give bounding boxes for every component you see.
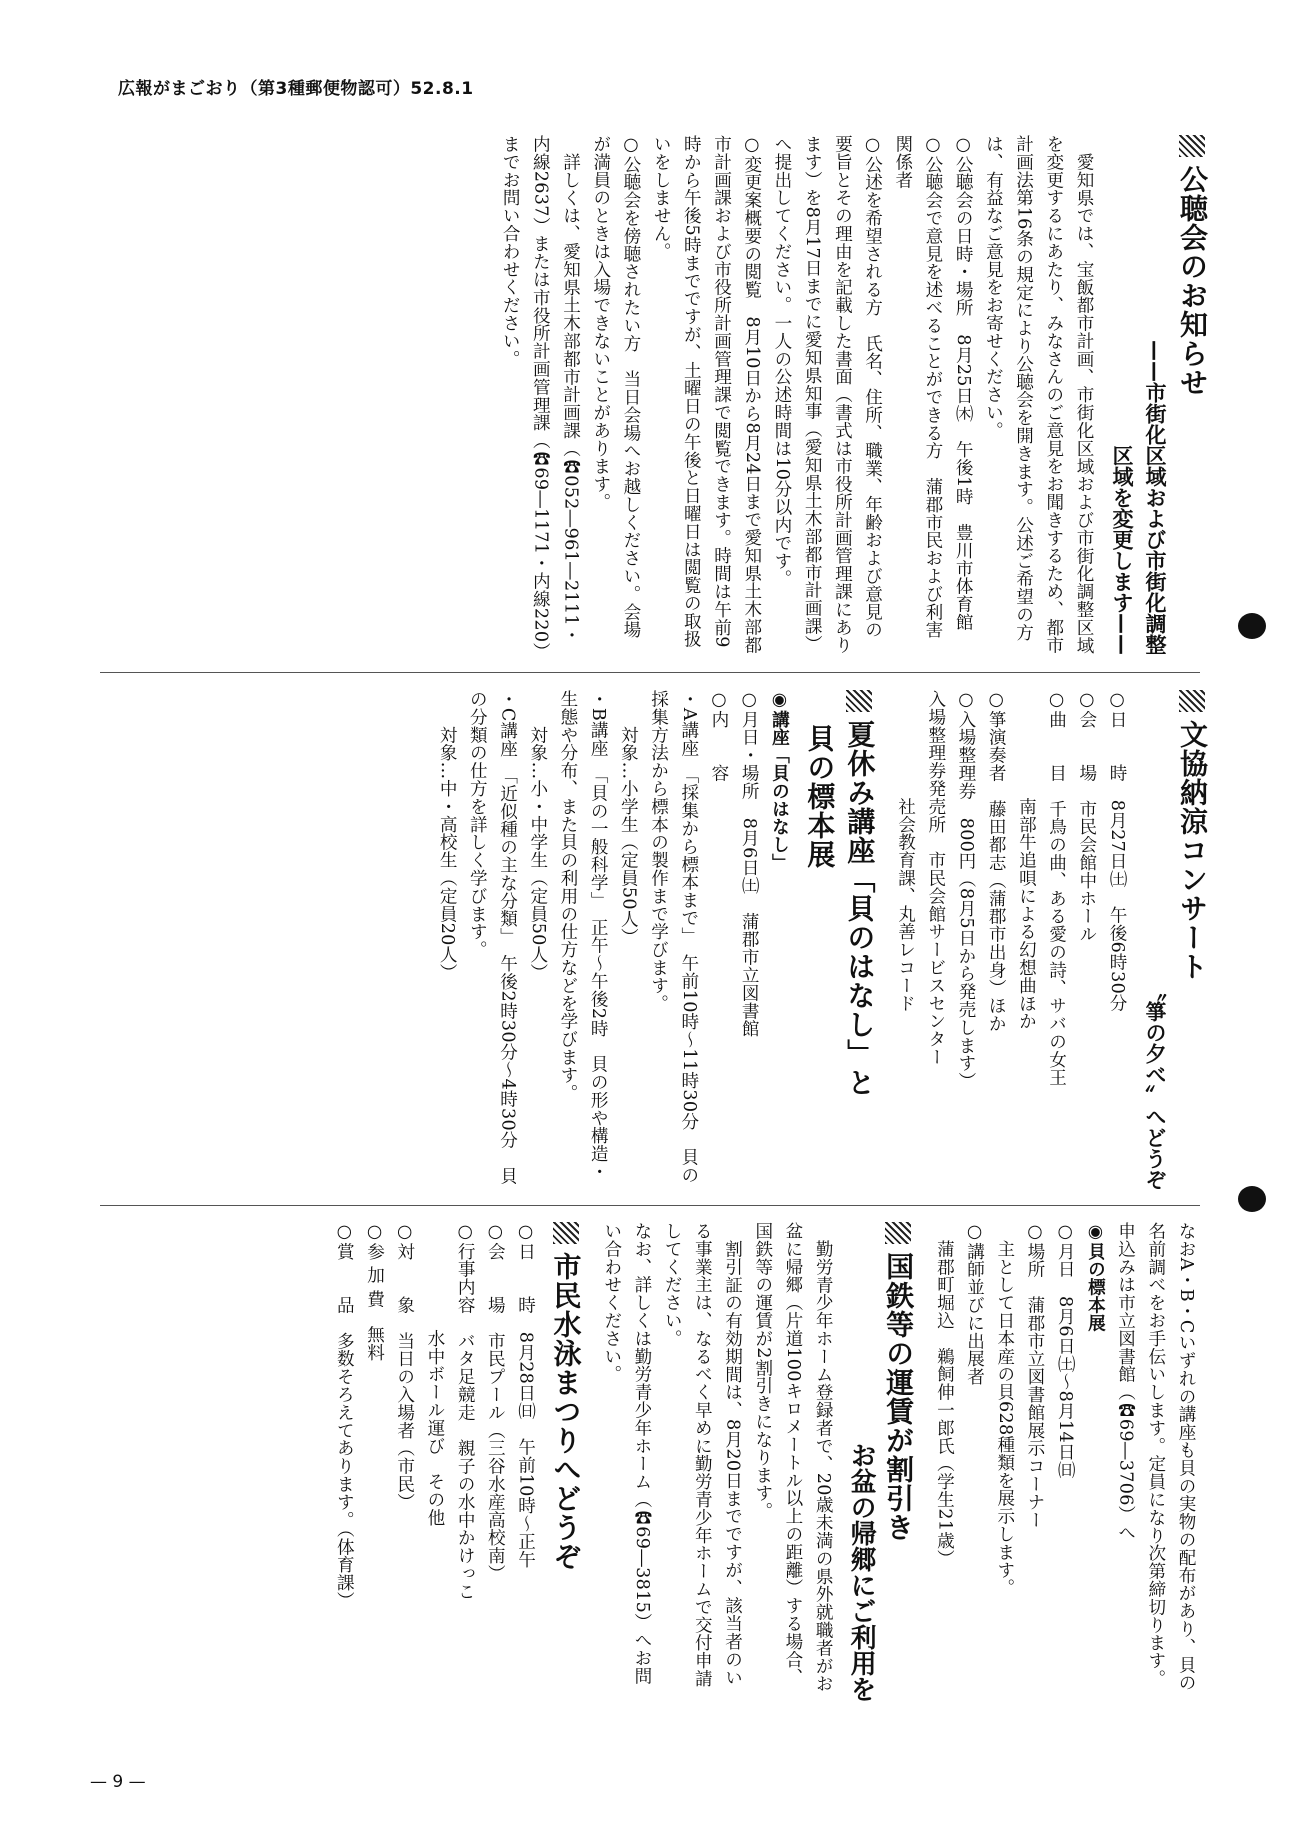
list-item: ○日 時 8月28日㈰ 午前10時～正午 bbox=[515, 1222, 536, 1569]
paragraph: なお、詳しくは勤労青少年ホーム（☎69―3815）へお問い合わせください。 bbox=[601, 1222, 652, 1685]
paragraph: ○公述を希望される方 氏名、住所、職業、年齢および意見の要旨とその理由を記載した書面（書式は市役所計画管理課にあります）を8月17日までに愛知県知事（愛知県土木部都市計画課）へ提出してください。一人の公述時間は10分以内です。 bbox=[771, 135, 883, 655]
paragraph: 詳しくは、愛知県土木部都市計画課（☎052―961―2111・内線2637）または市役所計画管理課（☎69―1171・内線220）までお問い合わせください。 bbox=[500, 135, 581, 652]
section-divider bbox=[100, 1205, 1200, 1206]
list-item: 社会教育課、丸善レコード bbox=[895, 690, 916, 1013]
list-item: ○場所 蒲郡市立図書館展示コーナー bbox=[1024, 1222, 1045, 1529]
paragraph: 割引証の有効期間は、8月20日までですが、該当者のいる事業主は、なるべく早めに勤労青少年ホームで交付申請してください。 bbox=[662, 1222, 743, 1688]
list-item: 蒲郡町堀込 鵜飼伸一郎氏（学生21歳） bbox=[934, 1222, 955, 1568]
article-public-hearing bbox=[99, 135, 1209, 655]
paragraph: ○公聴会で意見を述べることができる方 蒲郡市民および利害関係者 bbox=[892, 135, 943, 639]
hatch-mark-icon bbox=[885, 1222, 911, 1244]
list-item: なおA・B・Cいずれの講座も貝の実物の配布があり、貝の名前調べをお手伝いします。定員になり次第締切ります。申込みは市立図書館（☎69―3706）へ bbox=[1115, 1222, 1196, 1692]
article-title-text: 市民水泳まつりへどうぞ bbox=[549, 1252, 583, 1571]
article-subtitle: お盆の帰郷にご利用を bbox=[846, 1442, 877, 1702]
list-item: ○箏演奏者 藤田都志（蒲郡市出身）ほか bbox=[986, 690, 1007, 1033]
article-title bbox=[549, 1222, 583, 1702]
section-divider bbox=[100, 672, 1200, 673]
article-title bbox=[842, 690, 876, 1190]
list-item: ○会 場 市民プール（三谷水産高校南） bbox=[485, 1222, 506, 1583]
article-body bbox=[929, 1222, 1201, 1702]
article-body bbox=[329, 1222, 540, 1702]
list-item: ○会 場 市民会館中ホール bbox=[1076, 690, 1097, 943]
article-title bbox=[1175, 690, 1209, 1190]
list-item: ○賞 品 多数そろえてあります。（体育課） bbox=[334, 1222, 355, 1610]
list-item: ○日 時 8月27日㈯ 午後6時30分 bbox=[1107, 690, 1127, 1012]
list-item: ○講師並びに出展者 bbox=[964, 1222, 985, 1386]
paragraph: ○公聴会の日時・場所 8月25日㈭ 午後1時 豊川市体育館 bbox=[953, 135, 974, 631]
list-item: ○対 象 当日の入場者（市民） bbox=[394, 1222, 415, 1511]
list-item: ○曲 目 千鳥の曲、ある愛の詩、サバの女王 bbox=[1046, 690, 1067, 1087]
list-item: ・C講座 「近似種の主な分類」 午後2時30分～4時30分 貝の分類の仕方を詳しく学びます。 bbox=[467, 690, 518, 1185]
section-heading: ◉講座「貝のはなし」 bbox=[769, 690, 790, 872]
list-item: ・B講座 「貝の一般科学」 正午～午後2時 貝の形や構造・生態や分布、また貝の利用の仕方などを学びます。 bbox=[557, 690, 609, 1181]
list-item: ・A講座 「採集から標本まで」 午前10時～11時30分 貝の採集方法から標本の製作まで学びます。 bbox=[648, 690, 699, 1184]
paragraph: ○公聴会を傍聴されたい方 当日会場へお越しください。会場が満員のときは入場できないことがあります。 bbox=[590, 135, 641, 639]
hatch-mark-icon bbox=[846, 690, 872, 712]
list-item bbox=[764, 690, 794, 1190]
article-title bbox=[1175, 135, 1209, 655]
hatch-mark-icon bbox=[1179, 690, 1205, 712]
article-body bbox=[890, 690, 1132, 1190]
article-concert-and-lecture bbox=[99, 690, 1209, 1190]
article-title-text: 文協納涼コンサート bbox=[1176, 720, 1209, 981]
paragraph: 愛知県では、宝飯都市計画、市街化区域および市街化調整区域を変更するにあたり、みなさんのご意見をお聞きするため、都市計画法第16条の規定により公聴会を開きます。公述ご希望の方は、有益なご意見をお寄せください。 bbox=[983, 135, 1094, 655]
margin-dot-icon bbox=[1238, 1186, 1266, 1212]
list-item: 入場整理券発売所 市民会館サービスセンター bbox=[925, 690, 946, 1066]
article-subtitle: 区域を変更します—— bbox=[1110, 445, 1134, 655]
list-item: 水中ボール運び その他 bbox=[424, 1222, 445, 1527]
article-exhibition-discount-swim bbox=[99, 1222, 1209, 1702]
page-number: — 9 — bbox=[90, 1772, 146, 1792]
article-body bbox=[432, 690, 794, 1190]
list-item: 南部牛追唄による幻想曲ほか bbox=[1016, 690, 1037, 1031]
list-item: ○内 容 bbox=[708, 690, 729, 782]
list-item: ○入場整理券 800円（8月5日から発売します） bbox=[955, 690, 976, 1090]
article-title-text: 国鉄等の運賃が割引き bbox=[882, 1252, 916, 1542]
section-heading: ◉貝の標本展 bbox=[1085, 1222, 1106, 1332]
article-title-text: 夏休み講座「貝のはなし」と bbox=[843, 720, 877, 1097]
paragraph: 勤労青少年ホーム登録者で、20歳未満の県外就職者がお盆に帰郷（片道100キロメートル以上の距離）する場合、国鉄等の運賃が2割引きになります。 bbox=[752, 1222, 834, 1693]
margin-dot-icon bbox=[1238, 613, 1266, 639]
hatch-mark-icon bbox=[1179, 135, 1205, 157]
article-subtitle: 〝箏の夕べ〟へどうぞ bbox=[1143, 980, 1167, 1190]
article-subtitle: ——市街化区域および市街化調整 bbox=[1143, 340, 1167, 655]
article-body bbox=[597, 1222, 839, 1702]
list-item: ○月日 8月6日㈯～8月14日㈰ bbox=[1055, 1222, 1076, 1479]
list-item: ○参 加 費 無料 bbox=[364, 1222, 385, 1362]
article-title bbox=[881, 1222, 915, 1702]
list-item: 対象…小学生（定員50人） bbox=[618, 690, 639, 946]
list-item: 対象…小・中学生（定員50人） bbox=[527, 690, 548, 982]
list-item bbox=[1080, 1222, 1110, 1702]
list-item: 主として日本産の貝628種類を展示します。 bbox=[994, 1222, 1015, 1597]
paragraph: ○変更案概要の閲覧 8月10日から8月24日まで愛知県土木部都市計画課および市役所計画管理課で閲覧できます。時間は午前9時から午後5時までですが、土曜日の午後と日曜日は閲覧の取扱いをしません。 bbox=[651, 135, 762, 654]
list-item: ○月日・場所 8月6日㈯ 蒲郡市立図書館 bbox=[739, 690, 760, 1038]
list-item: ○行事内容 バタ足競走 親子の水中かけっこ bbox=[455, 1222, 476, 1601]
article-title-text: 貝の標本展 bbox=[803, 724, 837, 869]
list-item: 対象…中・高校生（定員20人） bbox=[437, 690, 458, 982]
article-title bbox=[802, 690, 836, 1190]
hatch-mark-icon bbox=[553, 1222, 579, 1244]
publication-header: 広報がまごおり（第3種郵便物認可）52.8.1 bbox=[118, 79, 474, 99]
article-body bbox=[495, 135, 1099, 655]
article-title-text: 公聴会のお知らせ bbox=[1176, 165, 1209, 397]
